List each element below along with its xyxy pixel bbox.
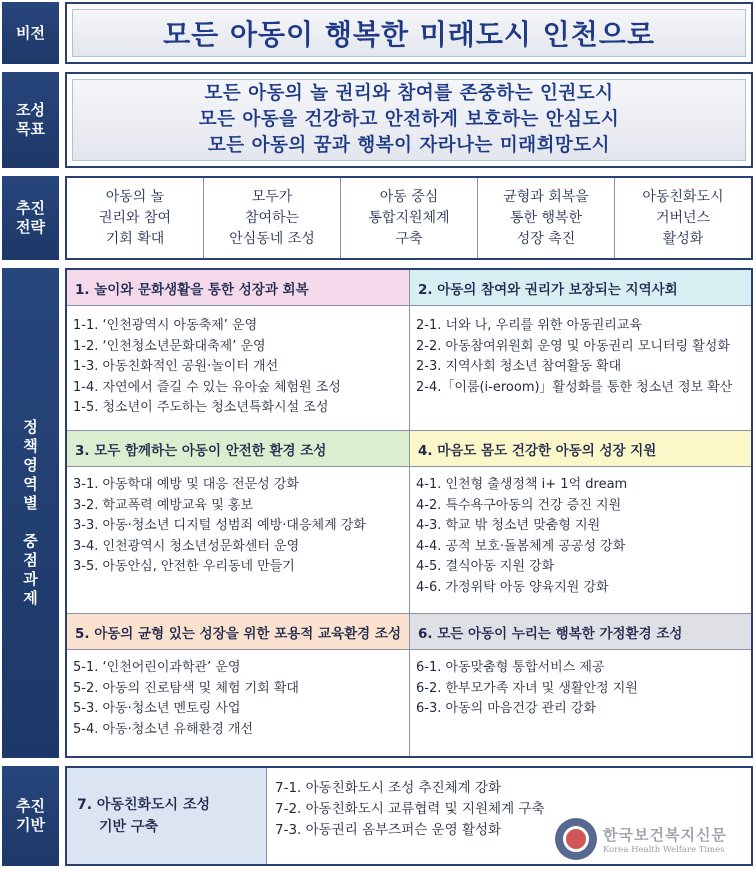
strategy-line: 통한 행복한 (509, 209, 583, 226)
policy-label-char: 정 (23, 418, 38, 436)
strategy-line: 거버넌스 (655, 209, 711, 226)
vision-label (2, 2, 59, 64)
strategy-line: 통합지원체계 (368, 209, 450, 226)
policy-item: 1-2. ‘인천청소년문화대축제’ 운영 (73, 338, 266, 354)
policy-area-title: 6. 모든 아동이 누리는 행복한 가정환경 조성 (410, 614, 751, 650)
policy-area-2 (410, 270, 751, 431)
policy-label-char: 중 (23, 532, 38, 550)
policy-item: 6-2. 한부모가족 자녀 및 생활안정 지원 (416, 680, 638, 696)
policy-item: 1-5. 청소년이 주도하는 청소년특화시설 조성 (73, 400, 329, 415)
strategy-line: 모두가 (251, 188, 293, 205)
policy-item: 4-4. 공적 보호·돌봄체계 공공성 강화 (416, 538, 626, 554)
foundation-label-line: 기반 (16, 816, 45, 834)
foundation-title-line: 기반 구축 (99, 819, 158, 835)
policy-item: 3-4. 인천광역시 청소년성문화센터 운영 (73, 538, 300, 554)
policy-item: 5-4. 아동·청소년 유해환경 개선 (73, 721, 254, 737)
goals-label (2, 72, 59, 168)
strategy-item (478, 178, 615, 258)
policy-label-char: 과 (23, 570, 38, 588)
goal-item: 모든 아동을 건강하고 안전하게 보호하는 안심도시 (198, 109, 620, 130)
policy-item: 2-2. 아동참여위원회 운영 및 아동권리 모니터링 활성화 (416, 338, 730, 354)
foundation-title-line: 7. 아동친화도시 조성 (77, 797, 210, 813)
watermark-english: Korea Health Welfare Times (603, 844, 725, 855)
strategy-line: 안심동네 조성 (229, 230, 315, 247)
watermark-korean: 한국보건복지신문 (603, 825, 727, 844)
foundation-title (67, 768, 267, 864)
policy-label-char: 제 (23, 589, 38, 607)
policy-area-6 (410, 614, 751, 756)
policy-area-title: 1. 놀이와 문화생활을 통한 성장과 회복 (67, 270, 409, 306)
foundation-item: 7-2. 아동친화도시 교류협력 및 지원체계 구축 (275, 801, 545, 817)
foundation-label-line: 추진 (16, 797, 45, 815)
policy-area-title: 3. 모두 함께하는 아동이 안전한 환경 조성 (67, 431, 409, 467)
vision-label-text: 비전 (16, 23, 45, 42)
policy-label-char: 영 (23, 456, 38, 474)
strategy-item (341, 178, 478, 258)
vision-statement: 모든 아동이 행복한 미래도시 인천으로 (72, 9, 746, 57)
newspaper-seal-icon (555, 818, 597, 860)
strategies-frame (65, 176, 753, 260)
strategy-line: 활성화 (662, 230, 704, 247)
policy-item: 1-3. 아동친화적인 공원·놀이터 개선 (73, 359, 279, 374)
goal-item: 모든 아동의 꿈과 행복이 자라나는 미래희망도시 (207, 135, 611, 156)
strategies-label-line: 전략 (16, 218, 45, 236)
policy-item: 4-1. 인천형 출생정책 i+ 1억 dream (416, 477, 628, 492)
strategy-item (67, 178, 204, 258)
policy-area-1 (67, 270, 410, 431)
strategy-line: 구축 (395, 230, 423, 247)
policy-item: 4-2. 특수욕구아동의 건강 증진 지원 (416, 497, 622, 513)
strategy-line: 권리와 참여 (98, 209, 172, 226)
foundation-item: 7-1. 아동친화도시 조성 추진체계 강화 (275, 780, 502, 796)
strategies-label-line: 추진 (16, 199, 45, 217)
goal-item: 모든 아동의 놀 권리와 참여를 존중하는 인권도시 (204, 83, 614, 104)
policy-item: 6-1. 아동맞춤형 통합서비스 제공 (416, 660, 605, 675)
policy-item: 4-6. 가정위탁 아동 양육지원 강화 (416, 579, 609, 595)
strategy-line: 아동친화도시 (642, 188, 724, 205)
policy-item: 3-1. 아동학대 예방 및 대응 전문성 강화 (73, 477, 299, 492)
policy-item: 3-2. 학교폭력 예방교육 및 홍보 (73, 497, 254, 513)
strategy-line: 참여하는 (244, 209, 300, 226)
foundation-item: 7-3. 아동권리 옴부즈퍼슨 운영 활성화 (275, 822, 502, 838)
policy-item: 2-3. 지역사회 청소년 참여활동 확대 (416, 359, 622, 374)
policy-item: 3-3. 아동·청소년 디지털 성범죄 예방·대응체계 강화 (73, 518, 366, 533)
policy-frame (65, 268, 753, 758)
policy-item: 2-4.「이룸(i-eroom)」활성화를 통한 청소년 정보 확산 (416, 379, 733, 395)
strategy-item (204, 178, 341, 258)
policy-item: 4-5. 결식아동 지원 강화 (416, 559, 555, 574)
goals-box (72, 79, 746, 161)
policy-label-char: 역 (23, 475, 38, 493)
policy-area-title: 2. 아동의 참여와 권리가 보장되는 지역사회 (410, 270, 751, 306)
policy-item: 6-3. 아동의 마음건강 관리 강화 (416, 701, 597, 716)
vision-frame (65, 2, 753, 64)
strategy-line: 기회 확대 (105, 230, 165, 247)
policy-item: 4-3. 학교 밖 청소년 맞춤형 지원 (416, 518, 601, 533)
watermark-text (603, 824, 727, 855)
policy-item: 5-1. ‘인천어린이과학관’ 운영 (73, 660, 241, 675)
strategy-line: 아동의 놀 (105, 188, 165, 205)
strategy-line: 성장 촉진 (516, 230, 576, 247)
policy-area-5 (67, 614, 410, 756)
policy-label-char: 책 (23, 437, 38, 455)
goals-label-line: 목표 (16, 120, 45, 138)
policy-area-4 (410, 431, 751, 614)
goals-label-line: 조성 (16, 101, 45, 119)
strategy-item (615, 178, 751, 258)
policy-area-3 (67, 431, 410, 614)
policy-item: 2-1. 너와 나, 우리를 위한 아동권리교육 (416, 318, 642, 333)
foundation-label (2, 766, 59, 866)
strategy-line: 균형과 회복을 (503, 188, 589, 205)
strategy-line: 아동 중심 (379, 188, 439, 205)
policy-item: 5-3. 아동·청소년 멘토링 사업 (73, 701, 241, 716)
goals-frame (65, 72, 753, 168)
policy-item: 5-2. 아동의 진로탐색 및 체험 기회 확대 (73, 680, 299, 696)
strategies-label (2, 176, 59, 260)
policy-area-title: 5. 아동의 균형 있는 성장을 위한 포용적 교육환경 조성 (67, 614, 409, 650)
watermark (555, 812, 745, 866)
policy-area-title: 4. 마음도 몸도 건강한 아동의 성장 지원 (410, 431, 751, 467)
policy-label (2, 268, 59, 758)
policy-label-char: 점 (23, 551, 38, 569)
policy-item: 1-1. ‘인천광역시 아동축제’ 운영 (73, 318, 258, 333)
policy-item: 1-4. 자연에서 즐길 수 있는 유아숲 체험원 조성 (73, 379, 341, 395)
policy-label-char: 별 (23, 494, 38, 512)
policy-item: 3-5. 아동안심, 안전한 우리동네 만들기 (73, 559, 295, 574)
